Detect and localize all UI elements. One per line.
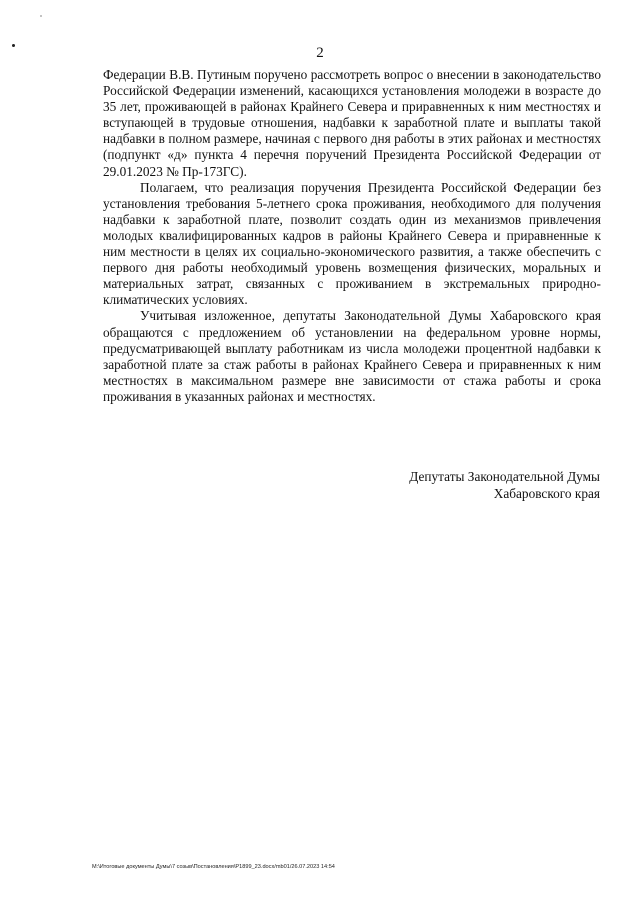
paragraph-proposal-rationale: Полагаем, что реализация поручения Президента Российской Федерации без установления требования 5-летнего срока проживания, необходимого для получения надбавки к заработной плате, позволит создать один из механизмов привлечения молодых квалифицированных кадров в районы Крайнего Севера и приравненные к ним местности в целях их социально-экономического развития, а также обеспечить с первого дня работы необходимый уровень возмещения физических, моральных и материальных затрат, связанных с проживанием в экстремальных природно-климатических условиях. [103, 179, 601, 308]
document-body [103, 67, 601, 405]
scan-speck [40, 15, 42, 17]
page-number: 2 [316, 45, 324, 61]
signature-block [340, 469, 600, 502]
signature-line-region: Хабаровского края [493, 485, 600, 501]
signature-line-deputies: Депутаты Законодательной Думы [409, 469, 600, 484]
paragraph-continuation: Федерации В.В. Путиным поручено рассмотреть вопрос о внесении в законодательство Российской Федерации изменений, касающихся установления молодежи в возрасте до 35 лет, проживающей в районах Крайнего Севера и приравненных к ним местностях и вступающей в трудовые отношения, надбавки к заработной плате и выплаты такой надбавки в полном размере, начиная с первого дня работы в этих районах и местностях (подпункт «д» пункта 4 перечня поручений Президента Российской Федерации от 29.01.2023 № Пр-173ГС). [103, 67, 601, 179]
paragraph-appeal: Учитывая изложенное, депутаты Законодательной Думы Хабаровского края обращаются с предложением об установлении на федеральном уровне нормы, предусматривающей выплату работникам из числа молодежи процентной надбавки к заработной плате за стаж работы в районах Крайнего Севера и приравненных к ним местностях в максимальном размере вне зависимости от стажа работы и срока проживания в указанных районах и местностях. [103, 308, 601, 404]
file-path-footer: M:\Итоговые документы Думы\7 созыв\Постановления\P1899_23.docx/mb01/26.07.2023 14:54 [92, 864, 335, 870]
